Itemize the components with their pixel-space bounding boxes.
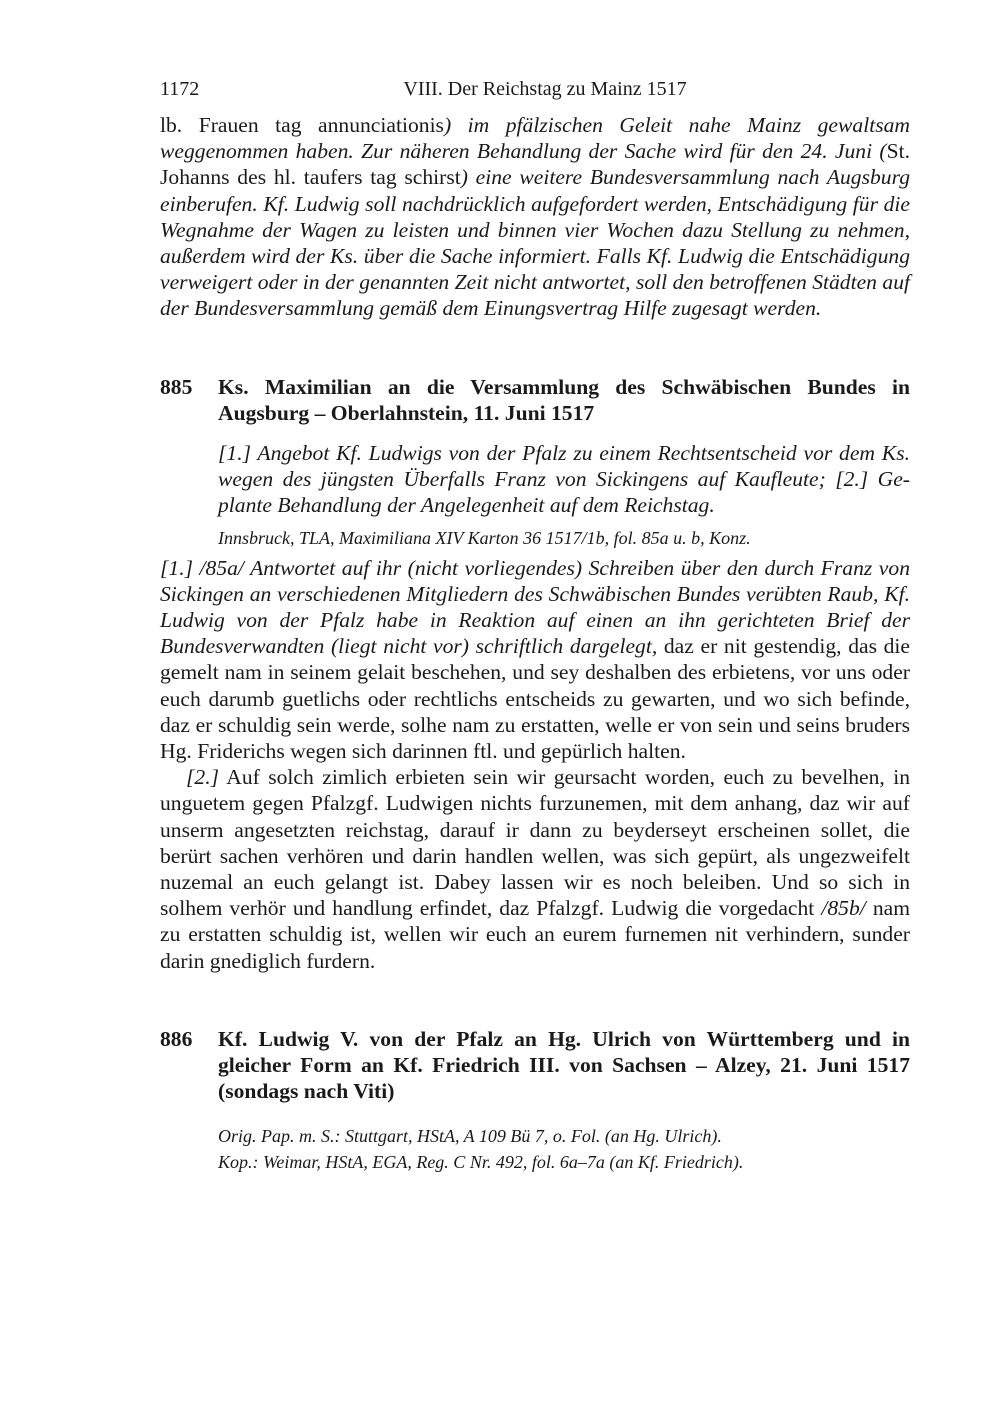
paragraph-2-marker: [2.] bbox=[186, 765, 220, 790]
source-original: Orig. Pap. m. S.: Stuttgart, HStA, A 109 Bü 7, o. Fol. (an Hg. Ulrich). bbox=[218, 1125, 722, 1146]
intro-text-2: ) im pfälzischen Geleit nahe Mainz gewaltsam weggenommen haben. Zur näheren Behandlung der Sache wird für den 24. Juni ( bbox=[160, 113, 910, 164]
paragraph-1-summary: [1.] /85a/ Antwortet auf ihr (nicht vorliegendes) Schreiben über den durch Franz von Sickingen an verschiedenen Mitgliedern des Schwäbischen Bundes verübten Raub, Kf. Ludwig von der Pfalz habe in Reaktion auf einen an ihn gerichteten Brief der Bundesverwandten (liegt nicht vor) schriftlich dargelegt, bbox=[160, 555, 910, 659]
entry-number: 886 bbox=[160, 1026, 193, 1051]
paragraph-2-text-a: Auf solch zimlich erbieten sein wir geursacht worden, euch zu bevelhen, in unguetem gegen Pfalzgf. Ludwigen nichts furzunemen, mit dem anhang, daz wir auf unserm angesetzten reichstag, darauf ir dann zu beyderseyt erscheinen sollet, die berürt sachen verhören und darin handlen wellen, was sich gepürt, als ungezweifelt nuzemal an euch gelangt ist. Dabey lassen wir es noch beleiben. Und so sich in solhem verhör und handlung erfindet, daz Pfalzgf. Ludwig die vorgedacht bbox=[160, 765, 910, 921]
entry-885-paragraph-2 bbox=[160, 764, 910, 974]
intro-paragraph bbox=[160, 112, 910, 322]
folio-marker: /85b/ bbox=[821, 896, 866, 921]
entry-number: 885 bbox=[160, 374, 193, 399]
entry-title: Ks. Maximilian an die Versammlung des Schwäbischen Bundes in Augsburg – Oberlahnstein, 11. Juni 1517 bbox=[218, 374, 910, 425]
entry-title: Kf. Ludwig V. von der Pfalz an Hg. Ulrich von Württemberg und in gleicher Form an Kf. Friedrich III. von Sachsen – Alzey, 21. Juni 1517 (sondags nach Viti) bbox=[218, 1026, 910, 1104]
running-head bbox=[160, 78, 910, 108]
intro-text-1: lb. Frauen tag annunciationis bbox=[160, 113, 444, 137]
entry-885-regest: [1.] Angebot Kf. Ludwigs von der Pfalz zu einem Rechtsentscheid vor dem Ks. wegen des jüngsten Überfalls Franz von Sickingens auf Kaufleute; [2.] Geplante Behandlung der Angelegenheit auf dem Reichstag. bbox=[218, 441, 910, 518]
page-number: 1172 bbox=[160, 78, 200, 100]
entry-885-source: Innsbruck, TLA, Maximiliana XIV Karton 36 1517/1b, fol. 85a u. b, Konz. bbox=[218, 527, 751, 548]
entry-885-paragraph-1 bbox=[160, 555, 910, 765]
entry-886-heading bbox=[160, 1026, 910, 1105]
intro-text-4: ) eine weitere Bundesversammlung nach Augsburg einberufen. Kf. Ludwig soll nachdrücklich aufgefordert werden, Entschädigung für die Wegnahme der Wagen zu leisten und binnen vier Wochen dazu Stellung zu nehmen, außerdem wird der Ks. über die Sache informiert. Falls Kf. Ludwig die Entschädigung verweigert oder in der genannten Zeit nicht antwortet, soll den betroffenen Städten auf der Bundesversammlung gemäß dem Einungsvertrag Hilfe zugesagt werden. bbox=[160, 165, 910, 321]
document-page bbox=[160, 78, 910, 1175]
entry-886-sources bbox=[218, 1123, 910, 1175]
intro-text-3: St. Johanns des hl. taufers tag schirst bbox=[160, 139, 910, 190]
paragraph-1-quote: daz er nit gestendig, das die gemelt nam in seinem gelait beschehen, und sey deshalben des erbietens, vor uns oder euch darumb guetlichs oder rechtlichs entscheids zu gewarten, und wo sich befinde, daz er schuldig sein werde, solhe nam zu erstatten, welle er von sein und seins bruders Hg. Friderichs wegen sich darinnen ftl. und gepürlich halten. bbox=[160, 634, 911, 764]
paragraph-2-text-b: nam zu erstatten schuldig ist, wellen wir euch an eurem furnemen nit verhindern, sunder darin gnediglich furdern. bbox=[160, 896, 910, 973]
entry-885-heading bbox=[160, 374, 910, 426]
running-title: VIII. Der Reichstag zu Mainz 1517 bbox=[403, 78, 687, 100]
source-copy: Kop.: Weimar, HStA, EGA, Reg. C Nr. 492, fol. 6a–7a (an Kf. Friedrich). bbox=[218, 1151, 744, 1172]
